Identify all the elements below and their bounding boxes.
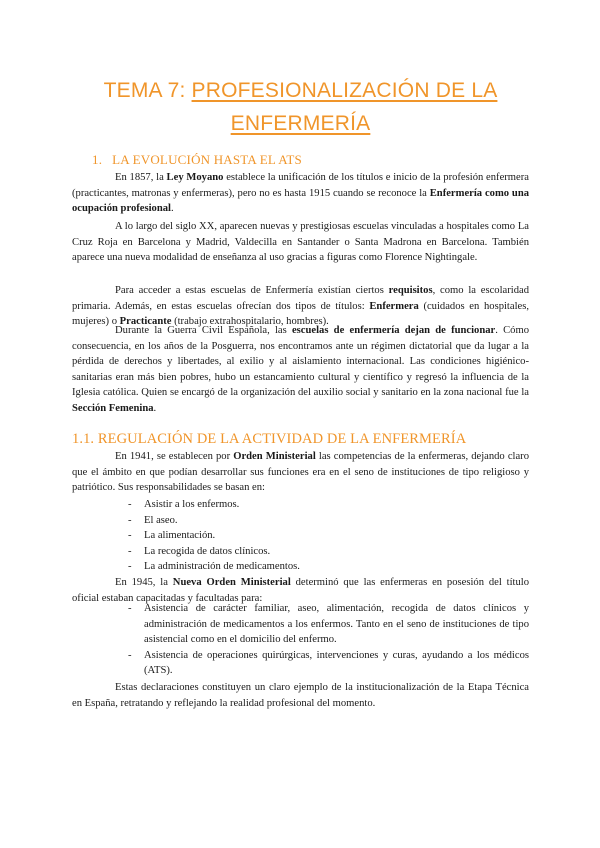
paragraph-requisitos: Para acceder a estas escuelas de Enfermería existían ciertos requisitos, como la escolaridad primaria. Además, en estas escuelas ofrecían dos tipos de títulos: Enfermera (cuidados en hospitales, mujeres) o Practicante (trabajo extrahospitalario, hombres). <box>72 285 529 328</box>
paragraph-1945: En 1945, la Nueva Orden Ministerial determinó que las enfermeras en posesión del título oficial estaban capacitadas y facultadas para: <box>72 577 530 604</box>
list-item: - La administración de medicamentos. <box>128 561 300 573</box>
list-item: - Asistencia de operaciones quirúrgicas, intervenciones y curas, ayudando a los médicos (ATS). <box>128 649 529 677</box>
paragraph-1941: En 1941, se establecen por Orden Ministerial las competencias de la enfermeras, dejando claro que el ámbito en que podían desarrollar sus funciones era en el seno de instituciones de tipo religioso y patriótico. Sus responsabilidades se basan en: <box>72 451 530 494</box>
title-underlined: PROFESIONALIZACIÓN DE LA ENFERMERÍA <box>191 79 498 135</box>
list-item: - Asistencia de carácter familiar, aseo, alimentación, recogida de datos clínicos y administración de medicamentos a los enfermos. Tanto en el seno de instituciones de tipo asistencial como en el domicilio del enfermo. <box>128 603 529 646</box>
section-1-1-heading: 1.1. REGULACIÓN DE LA ACTIVIDAD DE LA ENFERMERÍA <box>72 431 467 447</box>
page-title <box>72 74 529 140</box>
paragraph-siglo-xx: A lo largo del siglo XX, aparecen nuevas y prestigiosas escuelas vinculadas a hospitales como La Cruz Roja en Barcelona y Madrid, Valdecilla en Santander o Santa Madrona en Barcelona. También aparece una nueva modalidad de enseñanza al uso gracias a figuras como Florence Nightingale. <box>72 221 529 264</box>
paragraph-1857: En 1857, la Ley Moyano establece la unificación de los títulos e inicio de la profesión enfermera (practicantes, matronas y enfermeras), pero no es hasta 1915 cuando se reconoce la Enfermería como una ocupación profesional. <box>72 172 530 215</box>
title-prefix: TEMA 7: <box>103 79 192 102</box>
section-1-heading-text: LA EVOLUCIÓN HASTA EL ATS <box>112 152 302 167</box>
responsibilities-list <box>128 497 529 575</box>
list-item: - La alimentación. <box>128 530 216 542</box>
section-1-heading <box>92 152 302 168</box>
section-1-number: 1. <box>92 152 103 167</box>
list-item: - La recogida de datos clínicos. <box>128 545 271 557</box>
faculties-list <box>128 601 529 679</box>
paragraph-conclusion: Estas declaraciones constituyen un claro ejemplo de la institucionalización de la Etapa Técnica en España, retratando y reflejando la realidad profesional del momento. <box>72 682 529 709</box>
list-item: - Asistir a los enfermos. <box>128 499 240 510</box>
list-item: - El aseo. <box>128 514 178 526</box>
paragraph-guerra-civil: Durante la Guerra Civil Española, las escuelas de enfermería dejan de funcionar. Cómo consecuencia, en los años de la Posguerra, nos encontramos ante un régimen dictatorial que da lugar a la pérdida de derechos y libertades, al exilio y al aislamiento internacional. Las condiciones higiénico-sanitarias eran más bien pobres, hubo un estancamiento cultural y científico y regresó la influencia de la Iglesia católica. Quien se encargó de la organización del auxilio social y sanitario en la zona nacional fue la Sección Femenina. <box>72 325 529 414</box>
